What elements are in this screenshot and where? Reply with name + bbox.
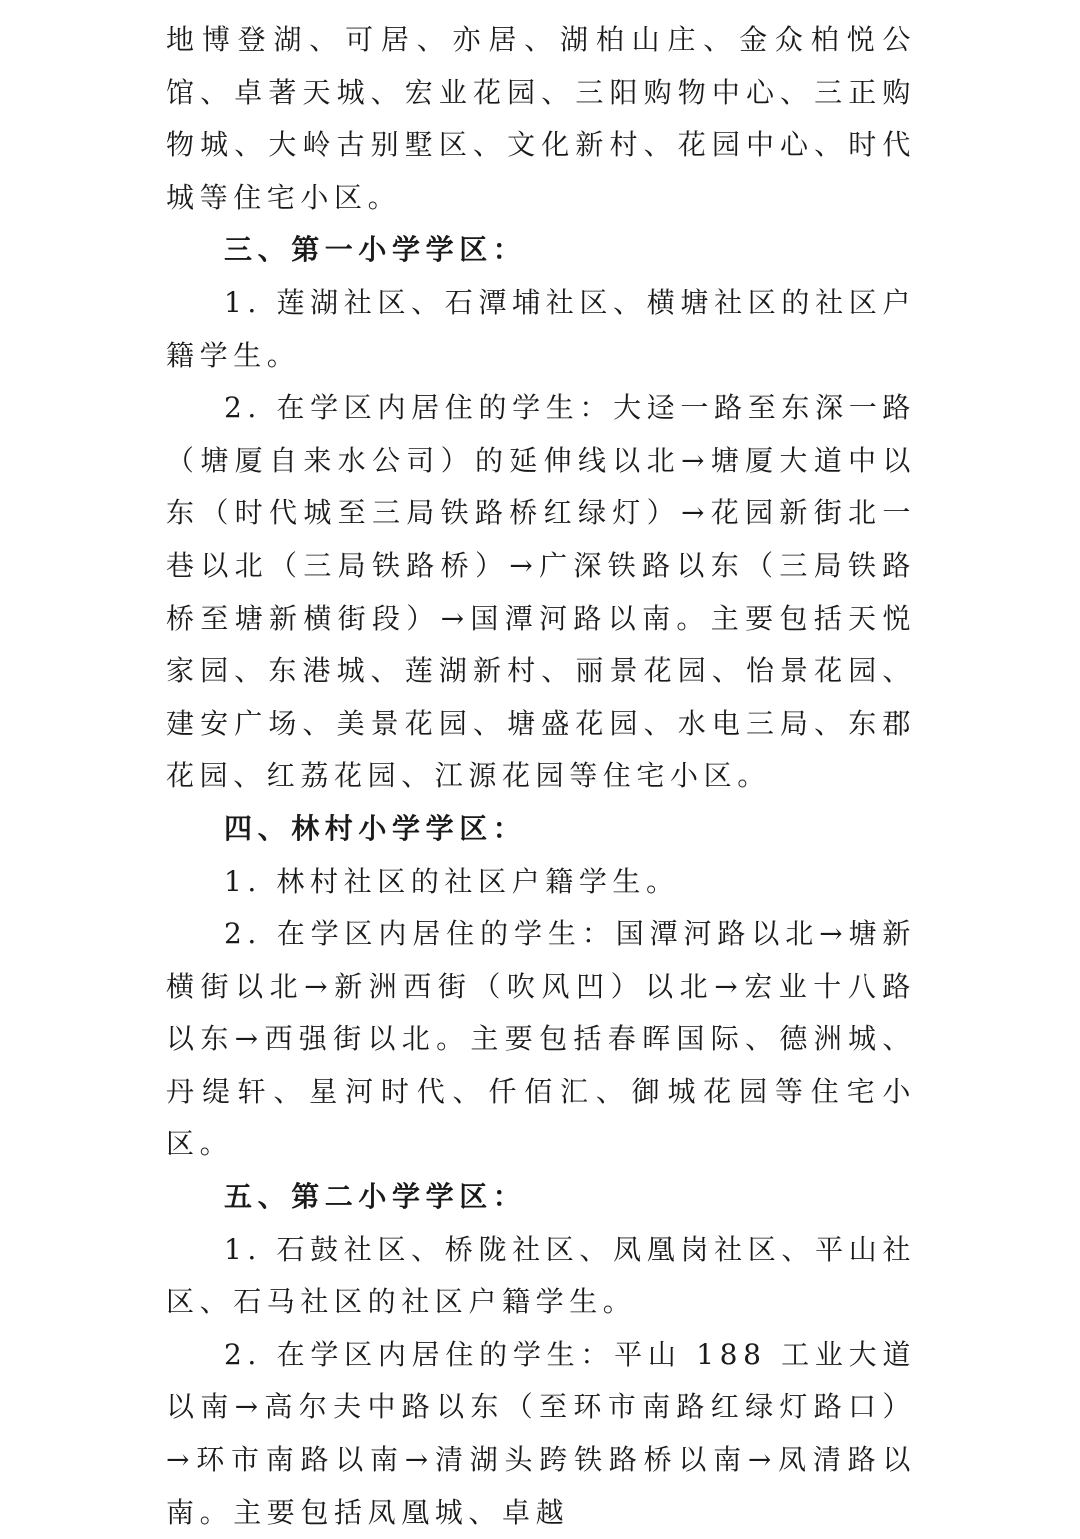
section-heading: 四、林村小学学区： — [224, 811, 527, 845]
section-item-1: 1. 林村社区的社区户籍学生。 — [224, 864, 680, 898]
section-item-1: 1. 莲湖社区、石潭埔社区、横塘社区的社区户籍学生。 — [166, 285, 916, 372]
section-heading: 三、第一小学学区： — [224, 233, 527, 267]
section-lincun-primary-school — [166, 803, 916, 1171]
document-page — [166, 14, 916, 1539]
section-heading: 五、第二小学学区： — [224, 1180, 527, 1214]
section-second-primary-school — [166, 1171, 916, 1539]
intro-paragraph: 地博登湖、可居、亦居、湖柏山庄、金众柏悦公馆、卓著天城、宏业花园、三阳购物中心、三正购物城、大岭古别墅区、文化新村、花园中心、时代城等住宅小区。 — [166, 23, 916, 214]
section-item-2: 2. 在学区内居住的学生：大迳一路至东深一路（塘厦自来水公司）的延伸线以北→塘厦大道中以东（时代城至三局铁路桥红绿灯）→花园新街北一巷以北（三局铁路桥）→广深铁路以东（三局铁路桥至塘新横街段）→国潭河路以南。主要包括天悦家园、东港城、莲湖新村、丽景花园、怡景花园、建安广场、美景花园、塘盛花园、水电三局、东郡花园、红荔花园、江源花园等住宅小区。 — [166, 391, 916, 793]
section-item-1: 1. 石鼓社区、桥陇社区、凤凰岗社区、平山社区、石马社区的社区户籍学生。 — [166, 1232, 916, 1319]
section-item-2: 2. 在学区内居住的学生：平山 188 工业大道以南→高尔夫中路以东（至环市南路红绿灯路口）→环市南路以南→清湖头跨铁路桥以南→凤清路以南。主要包括凤凰城、卓越 — [166, 1337, 916, 1529]
section-item-2: 2. 在学区内居住的学生：国潭河路以北→塘新横街以北→新洲西街（吹风凹）以北→宏业十八路以东→西强街以北。主要包括春晖国际、德洲城、丹缇轩、星河时代、仟佰汇、御城花园等住宅小区。 — [166, 917, 916, 1161]
section-first-primary-school — [166, 224, 916, 803]
